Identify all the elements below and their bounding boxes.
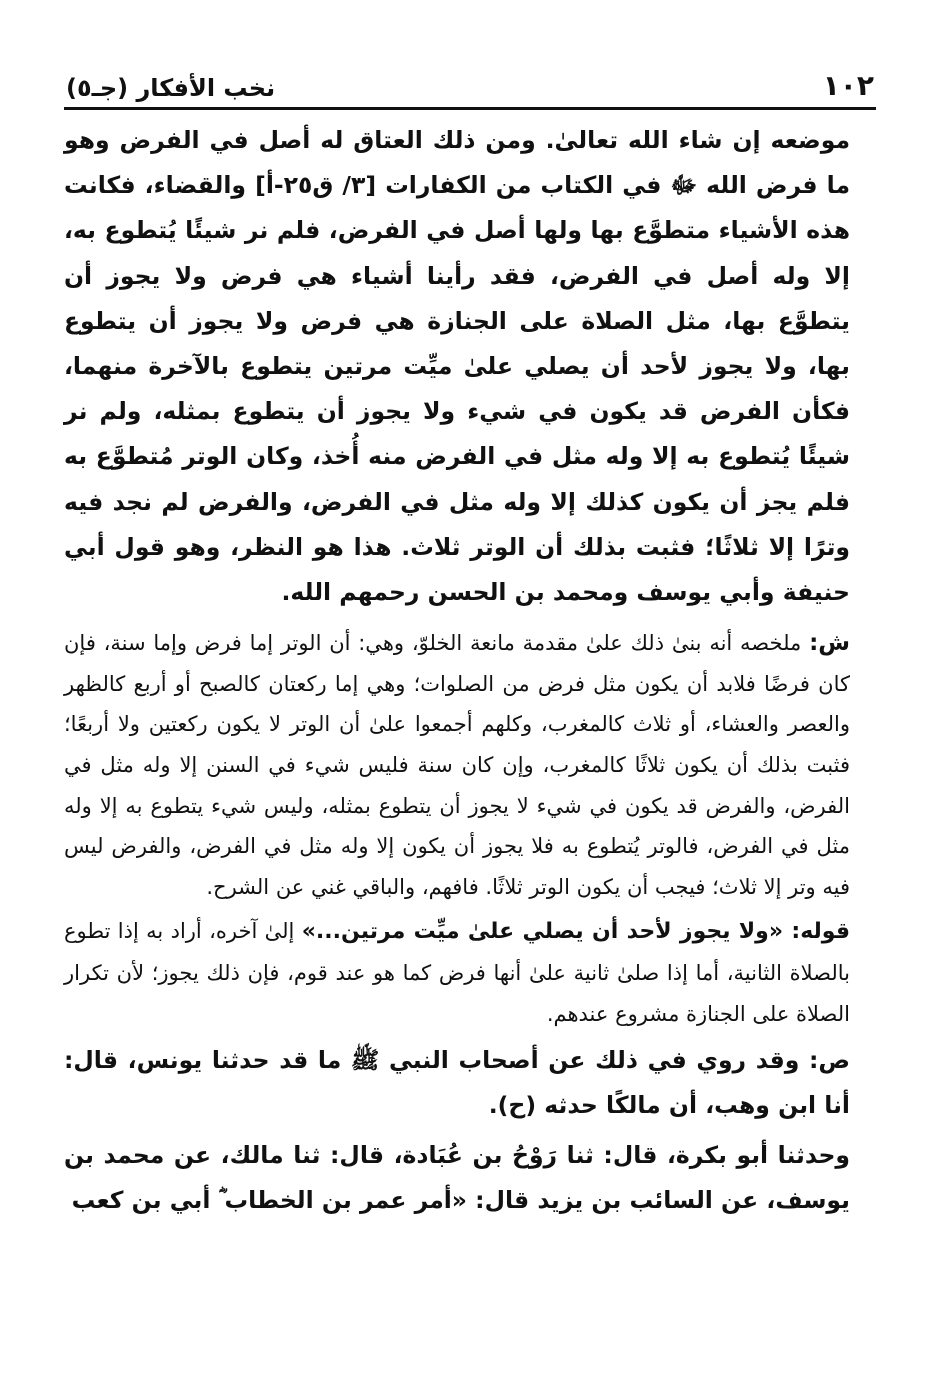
page-number: ١٠٢ [822,69,874,102]
paragraph-text: إلىٰ آخره، أراد به إذا تطوع بالصلاة الثانية، أما إذا صلىٰ ثانية علىٰ أنها فرض كما هو عند قوم، فإن ذلك يجوز؛ لأن تكرار الصلاة على الجنازة مشروع عندهم. [64,919,850,1026]
page-header [66,62,874,106]
sharh-paragraph [64,623,850,907]
quote-label: قوله: «ولا يجوز لأحد أن يصلي علىٰ ميِّت مرتين...» [301,919,850,945]
paragraph-text: ملخصه أنه بنىٰ ذلك علىٰ مقدمة مانعة الخلوّ، وهي: أن الوتر إما فرض وإما سنة، فإن كان فرضًا فلابد أن يكون مثل فرض من الصلوات؛ وهي إما ركعتان كالصبح أو أربع كالظهر والعصر والعشاء، أو ثلاث كالمغرب، وكلهم أجمعوا علىٰ أن الوتر لا يكون ركعتين ولا أربعًا؛ فثبت بذلك أن يكون ثلاثًا كالمغرب، وإن كان سنة فليس شيء في السنن إلا وله مثل في الفرض، والفرض قد يكون في شيء لا يجوز أن يتطوع بمثله، وليس شيء يتطوع به إلا وله مثل في الفرض، فالوتر يُتطوع به فلا يجوز أن يكون إلا وله مثل في الفرض، والفرض ليس فيه وتر إلا ثلاث؛ فيجب أن يكون الوتر ثلاثًا. فافهم، والباقي غني عن الشرح. [64,631,850,899]
running-title: نخب الأفكار (جـ٥) [66,74,276,102]
page-body [64,118,850,1223]
header-rule [64,107,876,110]
matn-paragraph [64,1038,850,1128]
sharh-label: ش: [809,630,850,657]
paragraph-text: ص: وقد روي في ذلك عن أصحاب النبي ﷺ ما قد حدثنا يونس، قال: أنا ابن وهب، أن مالكًا حدثه (ح). [64,1046,850,1120]
commentary-paragraph [64,911,850,1034]
paragraph-text: موضعه إن شاء الله تعالىٰ. ومن ذلك العتاق له أصل في الفرض وهو ما فرض الله ﷻ في الكتاب من الكفارات [٣/ ق٢٥-أ] والقضاء، فكانت هذه الأشياء متطوَّع بها ولها أصل في الفرض، فلم نر شيئًا يُتطوع به، إلا وله أصل في الفرض، فقد رأينا أشياء هي فرض ولا يجوز أن يتطوَّع بها، مثل الصلاة على الجنازة هي فرض ولا يجوز أن يتطوع بها، ولا يجوز لأحد أن يصلي علىٰ ميِّت مرتين يتطوع بالآخرة منهما، فكأن الفرض قد يكون في شيء ولا يجوز أن يتطوع بمثله، ولم نر شيئًا يُتطوع به إلا وله مثل في الفرض منه أُخذ، وكان الوتر مُتطوَّع به فلم يجز أن يكون كذلك إلا وله مثل في الفرض، والفرض لم نجد فيه وترًا إلا ثلاثًا؛ فثبت بذلك أن الوتر ثلاث. هذا هو النظر، وهو قول أبي حنيفة وأبي يوسف ومحمد بن الحسن رحمهم الله. [64,126,850,607]
isnad-paragraph [64,1133,850,1223]
paragraph-text: وحدثنا أبو بكرة، قال: ثنا رَوْحُ بن عُبَادة، قال: ثنا مالك، عن محمد بن يوسف، عن السائب بن يزيد قال: «أمر عمر بن الخطاب ؓ أبي بن كعب [64,1140,850,1214]
matn-paragraph [64,118,850,615]
